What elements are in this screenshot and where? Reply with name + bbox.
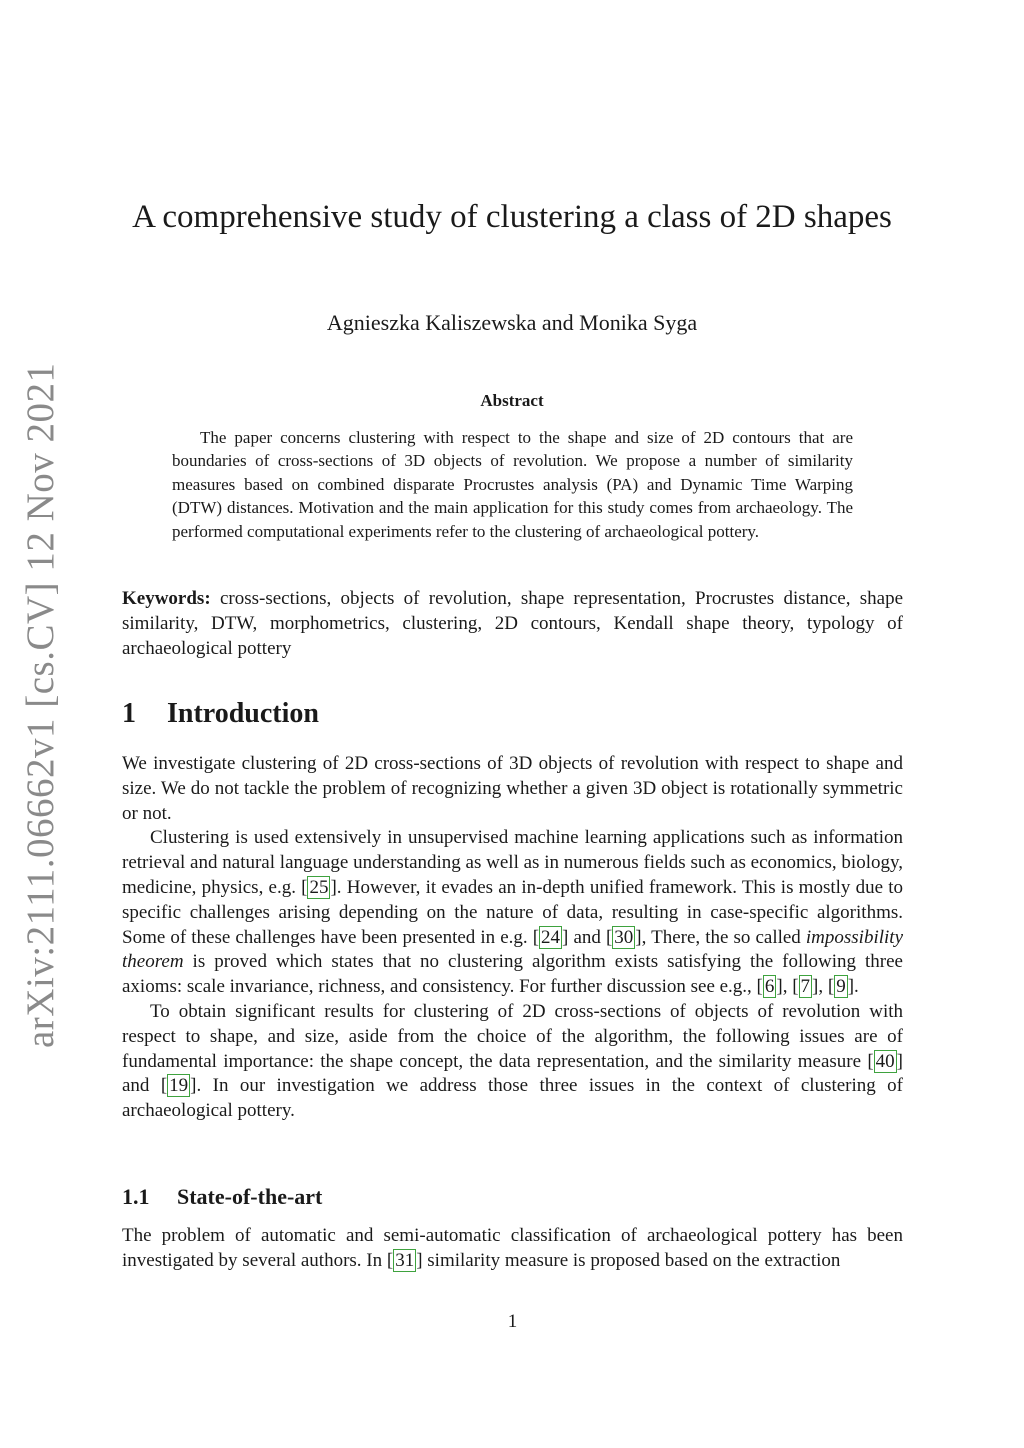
citation-link-30[interactable]: 30 bbox=[614, 926, 634, 948]
paper-title: A comprehensive study of clustering a class of 2D shapes bbox=[132, 199, 892, 235]
intro-paragraph-1: We investigate clustering of 2D cross-sections of 3D objects of revolution with respect to shape and size. We do not tackle the problem of recognizing whether a given 3D object is rotationally symmetric or not. bbox=[122, 753, 903, 824]
citation-link-7[interactable]: 7 bbox=[800, 976, 811, 998]
arxiv-identifier: arXiv:2111.06662v1 [cs.CV] 12 Nov 2021 bbox=[19, 362, 62, 1048]
emphasis-impossibility-theorem: impossibility theorem bbox=[122, 926, 904, 973]
keywords-label: Keywords: bbox=[122, 588, 211, 609]
keywords-text: cross-sections, objects of revolution, shape representation, Procrustes distance, shape similarity, DTW, morphometrics, clustering, 2D contours, Kendall shape theory, typology of archaeological pottery bbox=[122, 588, 904, 659]
citation-link-31[interactable]: 31 bbox=[395, 1249, 415, 1271]
subsection-title: State-of-the-art bbox=[177, 1184, 323, 1209]
section-number: 1 bbox=[122, 698, 136, 729]
citation-link-9[interactable]: 9 bbox=[836, 976, 846, 998]
section-heading-introduction bbox=[122, 698, 319, 730]
subsection-number: 1.1 bbox=[122, 1184, 150, 1209]
subsection-heading-state-of-the-art bbox=[122, 1184, 322, 1210]
citation-link-40[interactable]: 40 bbox=[875, 1050, 895, 1072]
section-title: Introduction bbox=[167, 698, 319, 729]
abstract-text: The paper concerns clustering with respect to the shape and size of 2D contours that are boundaries of cross-sections of 3D objects of revolution. We propose a number of similarity measures based on combined disparate Procrustes analysis (PA) and Dynamic Time Warping (DTW) distances. Motivation and the main application for this study comes from archaeology. The performed computational experiments refer to the clustering of archaeological pottery. bbox=[172, 428, 853, 541]
keywords-block bbox=[122, 587, 903, 661]
soa-paragraph-1: The problem of automatic and semi-automatic classification of archaeological pottery has been investigated by several authors. In [ 31 ] similarity measure is proposed based on the extraction bbox=[122, 1225, 903, 1271]
citation-link-19[interactable]: 19 bbox=[169, 1075, 189, 1097]
intro-paragraph-2: Clustering is used extensively in unsupervised machine learning applications such as information retrieval and natural language understanding as well as in numerous fields such as economics, biology, medicine, physics, e.g. [ 25 ]. However, it evades an in-depth unified framework. This is mostly due to specific challenges arising depending on the nature of data, resulting in case-specific algorithms. Some of these challenges have been presented in e.g. [ 24 ] and [ 30 ], There, the so called impossibility theorem is proved which states that no clustering algorithm exists satisfying the following three axioms: scale invariance, richness, and consistency. For further discussion see e.g., [ 6 ], [ 7 ], [ 9 ]. bbox=[122, 827, 904, 998]
intro-paragraph-3: To obtain significant results for clustering of 2D cross-sections of objects of revolution with respect to shape, and size, aside from the choice of the algorithm, the following issues are of fundamental importance: the shape concept, the data representation, and the similarity measure [ 40 ] and [ 19 ]. In our investigation we address those three issues in the context of clustering of archaeological pottery. bbox=[122, 1000, 903, 1122]
state-of-the-art-body bbox=[122, 1224, 903, 1274]
abstract-heading: Abstract bbox=[480, 391, 544, 410]
citation-link-6[interactable]: 6 bbox=[764, 976, 775, 998]
page-number: 1 bbox=[507, 1311, 518, 1332]
citation-link-24[interactable]: 24 bbox=[541, 926, 561, 948]
citation-link-25[interactable]: 25 bbox=[309, 876, 329, 898]
introduction-body bbox=[122, 752, 903, 1124]
paper-authors: Agnieszka Kaliszewska and Monika Syga bbox=[326, 310, 698, 335]
